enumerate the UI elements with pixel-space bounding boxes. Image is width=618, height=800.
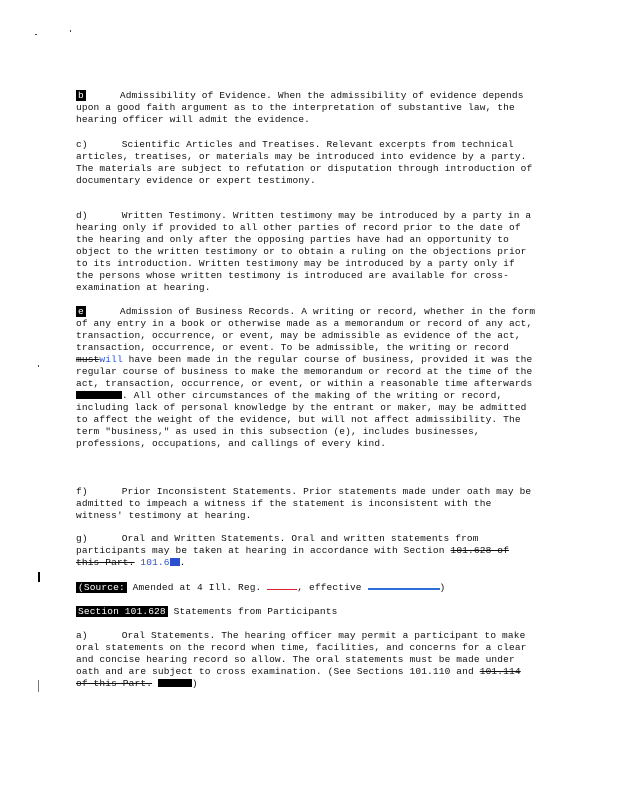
paragraph-marker: d) — [76, 210, 88, 221]
paragraph-marker: f) — [76, 486, 88, 497]
paragraph-title: Oral Statements. — [121, 630, 216, 641]
struck-reference: 101.114 of this Part. — [76, 666, 521, 689]
redaction-mark — [76, 391, 122, 399]
paragraph-oral-written — [76, 533, 536, 569]
paragraph-title: Prior Inconsistent Statements. — [121, 486, 298, 497]
struck-reference: 101.628 of this Part. — [76, 545, 509, 568]
blank-effective-date — [368, 580, 440, 590]
section-number: Section 101.628 — [78, 606, 166, 617]
source-text-reg: Ill. Reg. — [208, 582, 262, 593]
scan-speck — [38, 572, 40, 582]
scan-speck — [38, 365, 39, 367]
paragraph-title: Written Testimony. — [121, 210, 228, 221]
struck-text: must — [76, 354, 100, 365]
paragraph-body: When the admissibility of evidence depends upon a good faith argument as to the interpretation of substantive law, the hearing officer will admit the evidence. — [76, 90, 524, 125]
scan-speck — [38, 680, 39, 692]
paragraph-end: ) — [191, 678, 198, 689]
paragraph-end: . — [179, 557, 186, 568]
paragraph-business-records — [76, 306, 536, 450]
paragraph-marker: a) — [76, 630, 88, 641]
source-effective: , effective — [297, 582, 362, 593]
section-title: Statements from Participants — [173, 606, 338, 617]
scan-speck — [35, 34, 37, 35]
paragraph-body: The hearing officer may permit a participant to make oral statements on the record when time, facilities, and concerns for a clear and concise hearing record so allow. The oral statements must be made under oath and are subject to cross examination. (See Sections 101.110 and — [76, 630, 527, 677]
paragraph-body: Oral and written statements from participants may be taken at hearing in accordance with Section — [76, 533, 479, 556]
scan-speck — [70, 30, 71, 32]
paragraph-marker: b — [78, 90, 84, 101]
paragraph-marker: c) — [76, 139, 88, 150]
paragraph-body: Written testimony may be introduced by a party in a hearing only if provided to all other parties of record prior to the date of the hearing and only after the opposing parties have had an opportunity to object to the written testimony or to obtain a ruling on the objections prior to its introduction. Written testimony may be introduced by a party only if the persons whose written testimony is introduced are available for cross-examination at hearing. — [76, 210, 532, 293]
source-note — [76, 580, 536, 594]
section-heading — [76, 606, 536, 618]
source-text: Amended at 4 — [132, 582, 203, 593]
paragraph-title: Admission of Business Records. — [119, 306, 296, 317]
paragraph-title: Scientific Articles and Treatises. — [121, 139, 321, 150]
redaction-mark — [170, 558, 180, 566]
paragraph-prior-statements — [76, 486, 536, 522]
paragraph-title: Admissibility of Evidence. — [119, 90, 272, 101]
inserted-reference: 101.6 — [140, 557, 170, 568]
inserted-text: will — [99, 354, 123, 365]
paragraph-body: Relevant excerpts from technical articles, treatises, or materials may be introduced into evidence by a party. The materials are subject to refutation or disputation through introduction of documentary evidence or expert testimony. — [76, 139, 533, 186]
paragraph-title: Oral and Written Statements. — [121, 533, 286, 544]
source-label: (Source: — [78, 582, 125, 593]
paragraph-marker: g) — [76, 533, 88, 544]
paragraph-admissibility — [76, 90, 536, 126]
paragraph-written-testimony — [76, 210, 536, 294]
paragraph-body-cont: have been made in the regular course of business, provided it was the regular course of business to make the memorandum or record at the time of the act, transaction, occurrence, or event, or within a reasonable time afterwards — [76, 354, 533, 389]
paragraph-body-end: . All other circumstances of the making of the writing or record, including lack of personal knowledge by the entrant or maker, may be admitted to affect the weight of the evidence, but will not affect admissibility. The term "business," as used in this subsection (e), includes businesses, professions, occupations, and callings of every kind. — [76, 390, 527, 449]
paragraph-oral-statements — [76, 630, 536, 690]
redaction-mark — [158, 679, 192, 687]
blank-reg-number — [267, 581, 297, 590]
source-close: ) — [439, 582, 446, 593]
paragraph-marker: e — [78, 306, 84, 317]
paragraph-body: Prior statements made under oath may be admitted to impeach a witness if the statement is inconsistent with the witness' testimony at hearing. — [76, 486, 532, 521]
paragraph-scientific-articles — [76, 139, 536, 187]
paragraph-body: A writing or record, whether in the form of any entry in a book or otherwise made as a memorandum or record of any act, transaction, occurrence, or event, may be admissible as evidence of the act, transaction, occurrence, or event. To be admissible, the writing or record — [76, 306, 536, 353]
